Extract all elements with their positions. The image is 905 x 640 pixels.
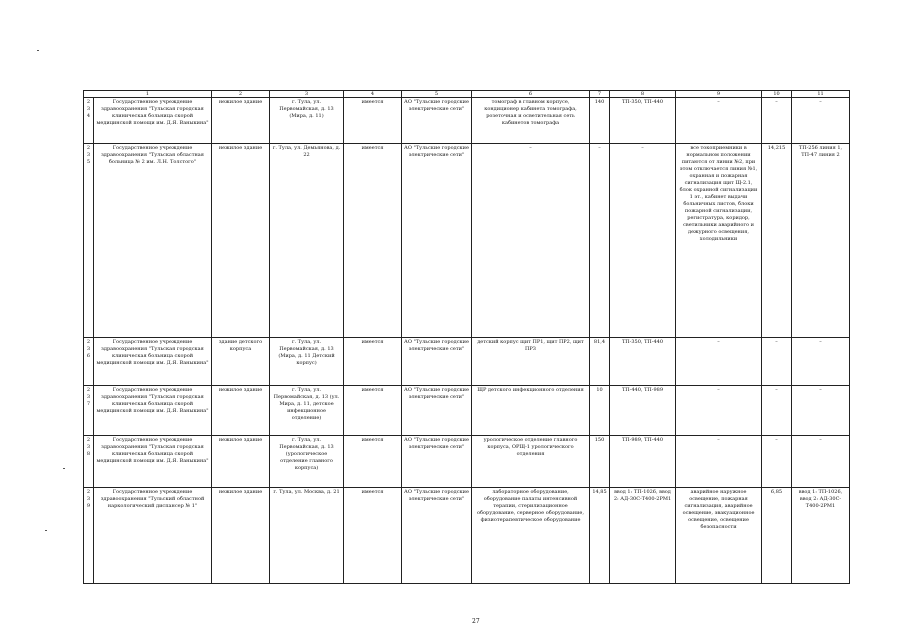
substation-cell: ТП-350, ТП-440: [610, 338, 676, 386]
reserve-source-cell: –: [792, 436, 850, 488]
grid-company-cell: АО "Тульские городские электрические сети": [402, 436, 472, 488]
reserve-consumers-cell: –: [676, 98, 762, 144]
organization-cell: Государственное учреждение здравоохранения "Тульский областной наркологический диспансер № 1": [94, 488, 212, 584]
register-table: [83, 90, 850, 584]
header-cell: 3: [270, 91, 344, 98]
header-cell: 1: [84, 91, 212, 98]
reserve-consumers-cell: –: [676, 386, 762, 436]
table-row: [84, 488, 850, 584]
building-type-cell: нежилое здание: [212, 386, 270, 436]
grid-company-cell: АО "Тульские городские электрические сети": [402, 144, 472, 338]
power-cell: 150: [590, 436, 610, 488]
power-cell: 14,85: [590, 488, 610, 584]
reserve-consumers-cell: –: [676, 338, 762, 386]
row-number: 239: [84, 488, 94, 584]
address-cell: г. Тула, ул. Первомайская, д. 13 (Мира, д. 11): [270, 98, 344, 144]
equipment-cell: детский корпус щит ПР1, щит ПР2, щит ПР3: [472, 338, 590, 386]
availability-cell: имеется: [344, 98, 402, 144]
reserve-consumers-cell: аварийное наружное освещение, пожарная сигнализация, аварийное освещение, эвакуационное освещение, освещение безопасности: [676, 488, 762, 584]
header-cell: 10: [762, 91, 792, 98]
table-row: [84, 144, 850, 338]
power-cell: 140: [590, 98, 610, 144]
availability-cell: имеется: [344, 144, 402, 338]
substation-cell: –: [610, 144, 676, 338]
power-cell: 81,4: [590, 338, 610, 386]
building-type-cell: нежилое здание: [212, 144, 270, 338]
table-row: [84, 386, 850, 436]
scan-speck: [63, 468, 65, 469]
substation-cell: ТП-440, ТП-989: [610, 386, 676, 436]
row-number: 236: [84, 338, 94, 386]
organization-cell: Государственное учреждение здравоохранения "Тульская городская клиническая больница скорой медицинской помощи им. Д.Я. Ваныкина": [94, 386, 212, 436]
organization-cell: Государственное учреждение здравоохранения "Тульская городская клиническая больница скорой медицинской помощи им. Д.Я. Ваныкина": [94, 98, 212, 144]
table-row: [84, 436, 850, 488]
header-cell: 11: [792, 91, 850, 98]
building-type-cell: нежилое здание: [212, 488, 270, 584]
reserve-power-cell: –: [762, 436, 792, 488]
substation-cell: ТП-350, ТП-440: [610, 98, 676, 144]
building-type-cell: нежилое здание: [212, 436, 270, 488]
address-cell: г. Тула, ул. Москва, д. 21: [270, 488, 344, 584]
equipment-cell: томограф в главном корпусе, кондиционер кабинета томографа, розеточная и осветительная сеть кабинетов томографа: [472, 98, 590, 144]
equipment-cell: ЩР детского инфекционного отделения: [472, 386, 590, 436]
organization-cell: Государственное учреждение здравоохранения "Тульская городская клиническая больница скорой медицинской помощи им. Д.Я. Ваныкина": [94, 338, 212, 386]
scan-speck: [37, 50, 39, 51]
equipment-cell: –: [472, 144, 590, 338]
header-cell: 6: [472, 91, 590, 98]
reserve-source-cell: ввод 1: ТП-1026, ввод 2: АД-30С-Т400-2РМ1: [792, 488, 850, 584]
organization-cell: Государственное учреждение здравоохранения "Тульская областная больница № 2 им. Л.Н. Толстого": [94, 144, 212, 338]
organization-cell: Государственное учреждение здравоохранения "Тульская городская клиническая больница скорой медицинской помощи им. Д.Я. Ваныкина": [94, 436, 212, 488]
row-number: 235: [84, 144, 94, 338]
availability-cell: имеется: [344, 386, 402, 436]
row-number: 238: [84, 436, 94, 488]
table-row: [84, 98, 850, 144]
table-row: [84, 338, 850, 386]
scan-speck: [45, 530, 47, 531]
building-type-cell: здание детского корпуса: [212, 338, 270, 386]
substation-cell: ввод 1: ТП-1026, ввод 2: АД-30С-Т400-2РМ1: [610, 488, 676, 584]
grid-company-cell: АО "Тульские городские электрические сети": [402, 98, 472, 144]
equipment-cell: урологическое отделение главного корпуса, ОРЩ-1 урологического отделения: [472, 436, 590, 488]
row-number: 237: [84, 386, 94, 436]
reserve-power-cell: 6,85: [762, 488, 792, 584]
power-cell: 10: [590, 386, 610, 436]
header-cell: 8: [610, 91, 676, 98]
availability-cell: имеется: [344, 436, 402, 488]
address-cell: г. Тула, ул. Первомайская, д. 13 (Мира, д. 11 Детский корпус): [270, 338, 344, 386]
grid-company-cell: АО "Тульские городские электрические сети": [402, 488, 472, 584]
grid-company-cell: АО "Тульские городские электрические сети": [402, 386, 472, 436]
header-cell: 9: [676, 91, 762, 98]
header-cell: 2: [212, 91, 270, 98]
row-number: 234: [84, 98, 94, 144]
reserve-consumers-cell: –: [676, 436, 762, 488]
header-cell: 5: [402, 91, 472, 98]
availability-cell: имеется: [344, 338, 402, 386]
page-number: 27: [472, 618, 480, 625]
reserve-source-cell: –: [792, 98, 850, 144]
reserve-consumers-cell: все токоприемники в нормальном положении питаются от линии №2, при этом отключается линия №1, охранная и пожарная сигнализация щит Щ-2.1, блок охранной сигнализации 1 эт., кабинет выдачи больничных листов, блоки пожарной сигнализации, регистратура, коридор, светильники аварийного и дежурного освещения, холодильники: [676, 144, 762, 338]
reserve-source-cell: ТП-256 линия 1, ТП-47 линия 2: [792, 144, 850, 338]
grid-company-cell: АО "Тульские городские электрические сети": [402, 338, 472, 386]
header-cell: 4: [344, 91, 402, 98]
building-type-cell: нежилое здание: [212, 98, 270, 144]
address-cell: г. Тула, ул. Первомайская, д. 13 (урологическое отделение главного корпуса): [270, 436, 344, 488]
address-cell: г. Тула, ул. Демьянова, д. 22: [270, 144, 344, 338]
reserve-power-cell: –: [762, 338, 792, 386]
substation-cell: ТП-989, ТП-440: [610, 436, 676, 488]
equipment-cell: лабораторное оборудование, оборудование палаты интенсивной терапии, стерилизационное оборудование, серверное оборудование, физиотерапевтическое оборудование: [472, 488, 590, 584]
reserve-source-cell: –: [792, 338, 850, 386]
header-cell: 7: [590, 91, 610, 98]
address-cell: г. Тула, ул. Первомайская, д. 13 (ул. Мира, д. 11, детское инфекционное отделение): [270, 386, 344, 436]
availability-cell: имеется: [344, 488, 402, 584]
header-row: [84, 91, 850, 98]
reserve-source-cell: –: [792, 386, 850, 436]
reserve-power-cell: –: [762, 98, 792, 144]
reserve-power-cell: –: [762, 386, 792, 436]
reserve-power-cell: 14,215: [762, 144, 792, 338]
power-cell: –: [590, 144, 610, 338]
